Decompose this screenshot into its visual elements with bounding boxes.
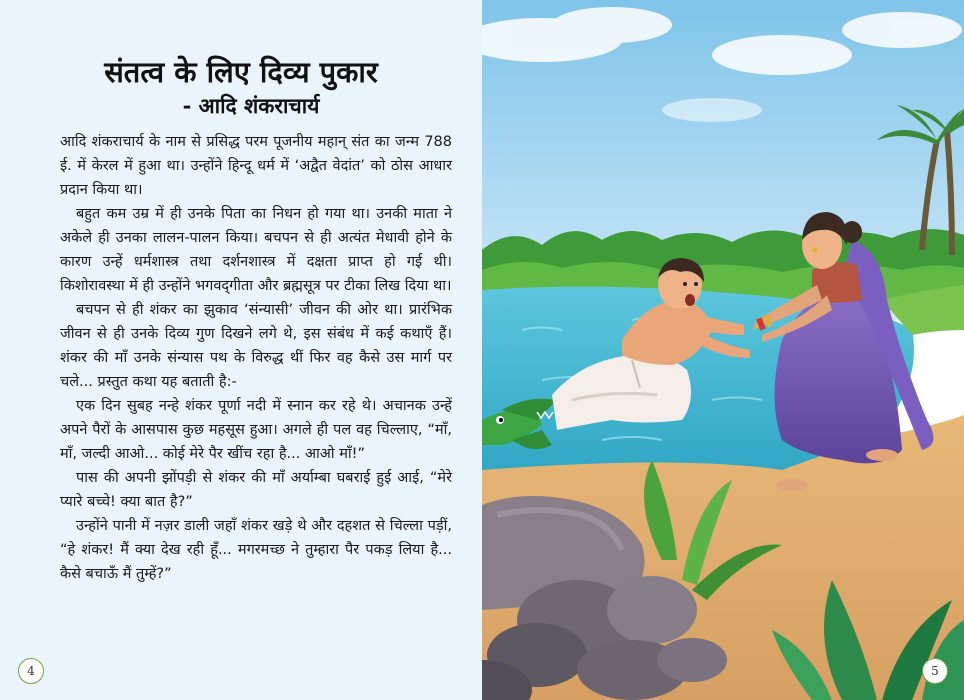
page-number-right: 5 — [922, 658, 948, 684]
illustration-page — [482, 0, 964, 700]
paragraph: पास की अपनी झोंपड़ी से शंकर की माँ अर्याम्बा घबराई हुई आई, “मेरे प्यारे बच्चे! क्या बात है?” — [60, 470, 452, 510]
story-body — [60, 130, 452, 586]
paragraph: आदि शंकराचार्य के नाम से प्रसिद्ध परम पूजनीय महान् संत का जन्म 788 ई. में केरल में हुआ था। उन्होंने हिन्दू धर्म में ‘अद्वैत वेदांत’ को ठोस आधार प्रदान किया था। — [60, 134, 452, 198]
paragraph: बचपन से ही शंकर का झुकाव ‘संन्यासी’ जीवन की ओर था। प्रारंभिक जीवन से ही उनके दिव्य गुण दिखने लगे थे, इस संबंध में कई कथाएँ हैं। शंकर की माँ उनके संन्यास पथ के विरुद्ध थीं फिर वह कैसे उस मार्ग पर चले... प्रस्तुत कथा यह बताती है:- — [60, 302, 452, 390]
story-subtitle: - आदि शंकराचार्य — [182, 93, 320, 118]
paragraph: उन्होंने पानी में नज़र डाली जहाँ शंकर खड़े थे और दहशत से चिल्ला पड़ीं, “हे शंकर! मैं क्या देख रही हूँ... मगरमच्छ ने तुम्हारा पैर पकड़ लिया है... कैसे बचाऊँ मैं तुम्हें?” — [60, 518, 452, 582]
paragraph: एक दिन सुबह नन्हे शंकर पूर्णा नदी में स्नान कर रहे थे। अचानक उन्हें अपने पैरों के आसपास कुछ महसूस हुआ। अगले ही पल वह चिल्लाए, “माँ, माँ, जल्दी आओ... कोई मेरे पैर खींच रहा है... आओ माँ!” — [60, 398, 452, 462]
paragraph: बहुत कम उम्र में ही उनके पिता का निधन हो गया था। उनकी माता ने अकेले ही उनका लालन-पालन किया। बचपन से ही अत्यंत मेधावी होने के कारण उन्हें धर्मशास्त्र तथा दर्शनशास्त्र में दक्षता प्राप्त हो गई थी। किशोरावस्था में ही उन्होंने भगवद्‌गीता और ब्रह्मसूत्र पर टीका लिख दिया था। — [60, 206, 452, 294]
story-title: संतत्व के लिए दिव्य पुकार — [104, 55, 378, 89]
page-number-left: 4 — [18, 658, 44, 684]
river-illustration — [482, 0, 964, 700]
